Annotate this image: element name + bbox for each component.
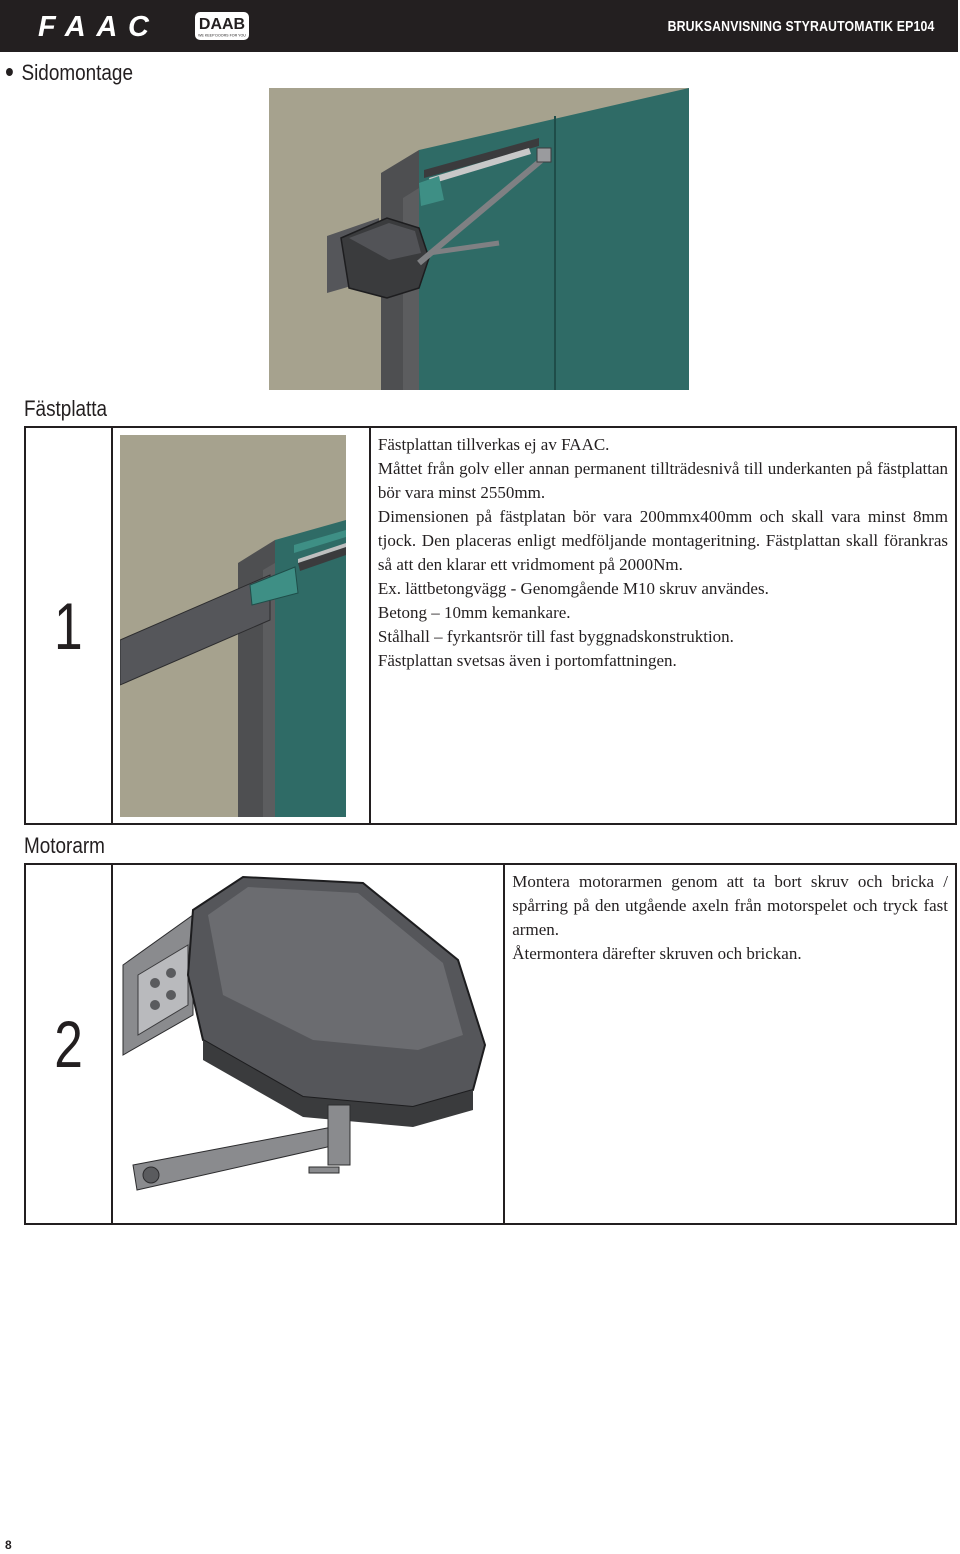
side-mount-heading: [6, 60, 133, 86]
motor-arm-text-cell: [504, 864, 956, 1224]
motor-arm-image-cell: [112, 864, 504, 1224]
daab-logo: [195, 12, 249, 40]
motor-arm-step-table: [24, 863, 957, 1225]
mounting-plate-label: Fästplatta: [24, 396, 108, 421]
side-mount-heading-text: Sidomontage: [21, 60, 133, 85]
mounting-plate-line-4: Ex. lättbetongvägg - Genomgående M10 skruv användes.: [377, 579, 769, 598]
mounting-plate-step-table: [24, 426, 957, 825]
svg-text:WE KEEP DOORS FOR YOU: WE KEEP DOORS FOR YOU: [198, 33, 246, 38]
mounting-plate-line-6: Stålhall – fyrkantsrör till fast byggnadskonstruktion.: [377, 627, 734, 646]
mounting-plate-line-5: Betong – 10mm kemankare.: [377, 603, 571, 622]
motor-arm-illustration: [113, 865, 503, 1223]
step-number-2: 2: [35, 864, 103, 1224]
header-bar: [0, 0, 958, 52]
document-title: BRUKSANVISNING STYRAUTOMATIK EP104: [667, 18, 934, 35]
faac-logo: [38, 13, 152, 39]
mounting-plate-illustration: [120, 435, 346, 817]
mounting-plate-image-cell: [112, 427, 370, 824]
motor-arm-line-2: Återmontera därefter skruven och brickan.: [512, 944, 802, 963]
mounting-plate-line-1: Fästplattan tillverkas ej av FAAC.: [377, 435, 610, 454]
motor-arm-line-1: Montera motorarmen genom att ta bort skruv och bricka / spårring på den utgående axeln från motorspelet och tryck fast armen.: [512, 872, 948, 939]
mounting-plate-line-3: Dimensionen på fästplatan bör vara 200mmx400mm och skall vara minst 8mm tjock. Den placeras enligt medföljande montageritning. Fästplattan skall förankras så att den klarar ett vridmoment på 2000Nm.: [377, 507, 948, 574]
page-number: 8: [5, 1538, 12, 1552]
mounting-plate-line-7: Fästplattan svetsas även i portomfattningen.: [377, 651, 677, 670]
side-mount-illustration: [269, 88, 689, 390]
svg-text:FAAC: FAAC: [38, 13, 150, 39]
step-number-1: 1: [35, 427, 103, 824]
svg-text:DAAB: DAAB: [198, 16, 246, 33]
mounting-plate-line-2: Måttet från golv eller annan permanent tillträdesnivå till underkanten på fästplattan bör vara minst 2550mm.: [377, 459, 948, 502]
mounting-plate-text-cell: [370, 427, 956, 824]
motor-arm-label: Motorarm: [24, 833, 105, 858]
bullet-icon: [6, 68, 13, 76]
